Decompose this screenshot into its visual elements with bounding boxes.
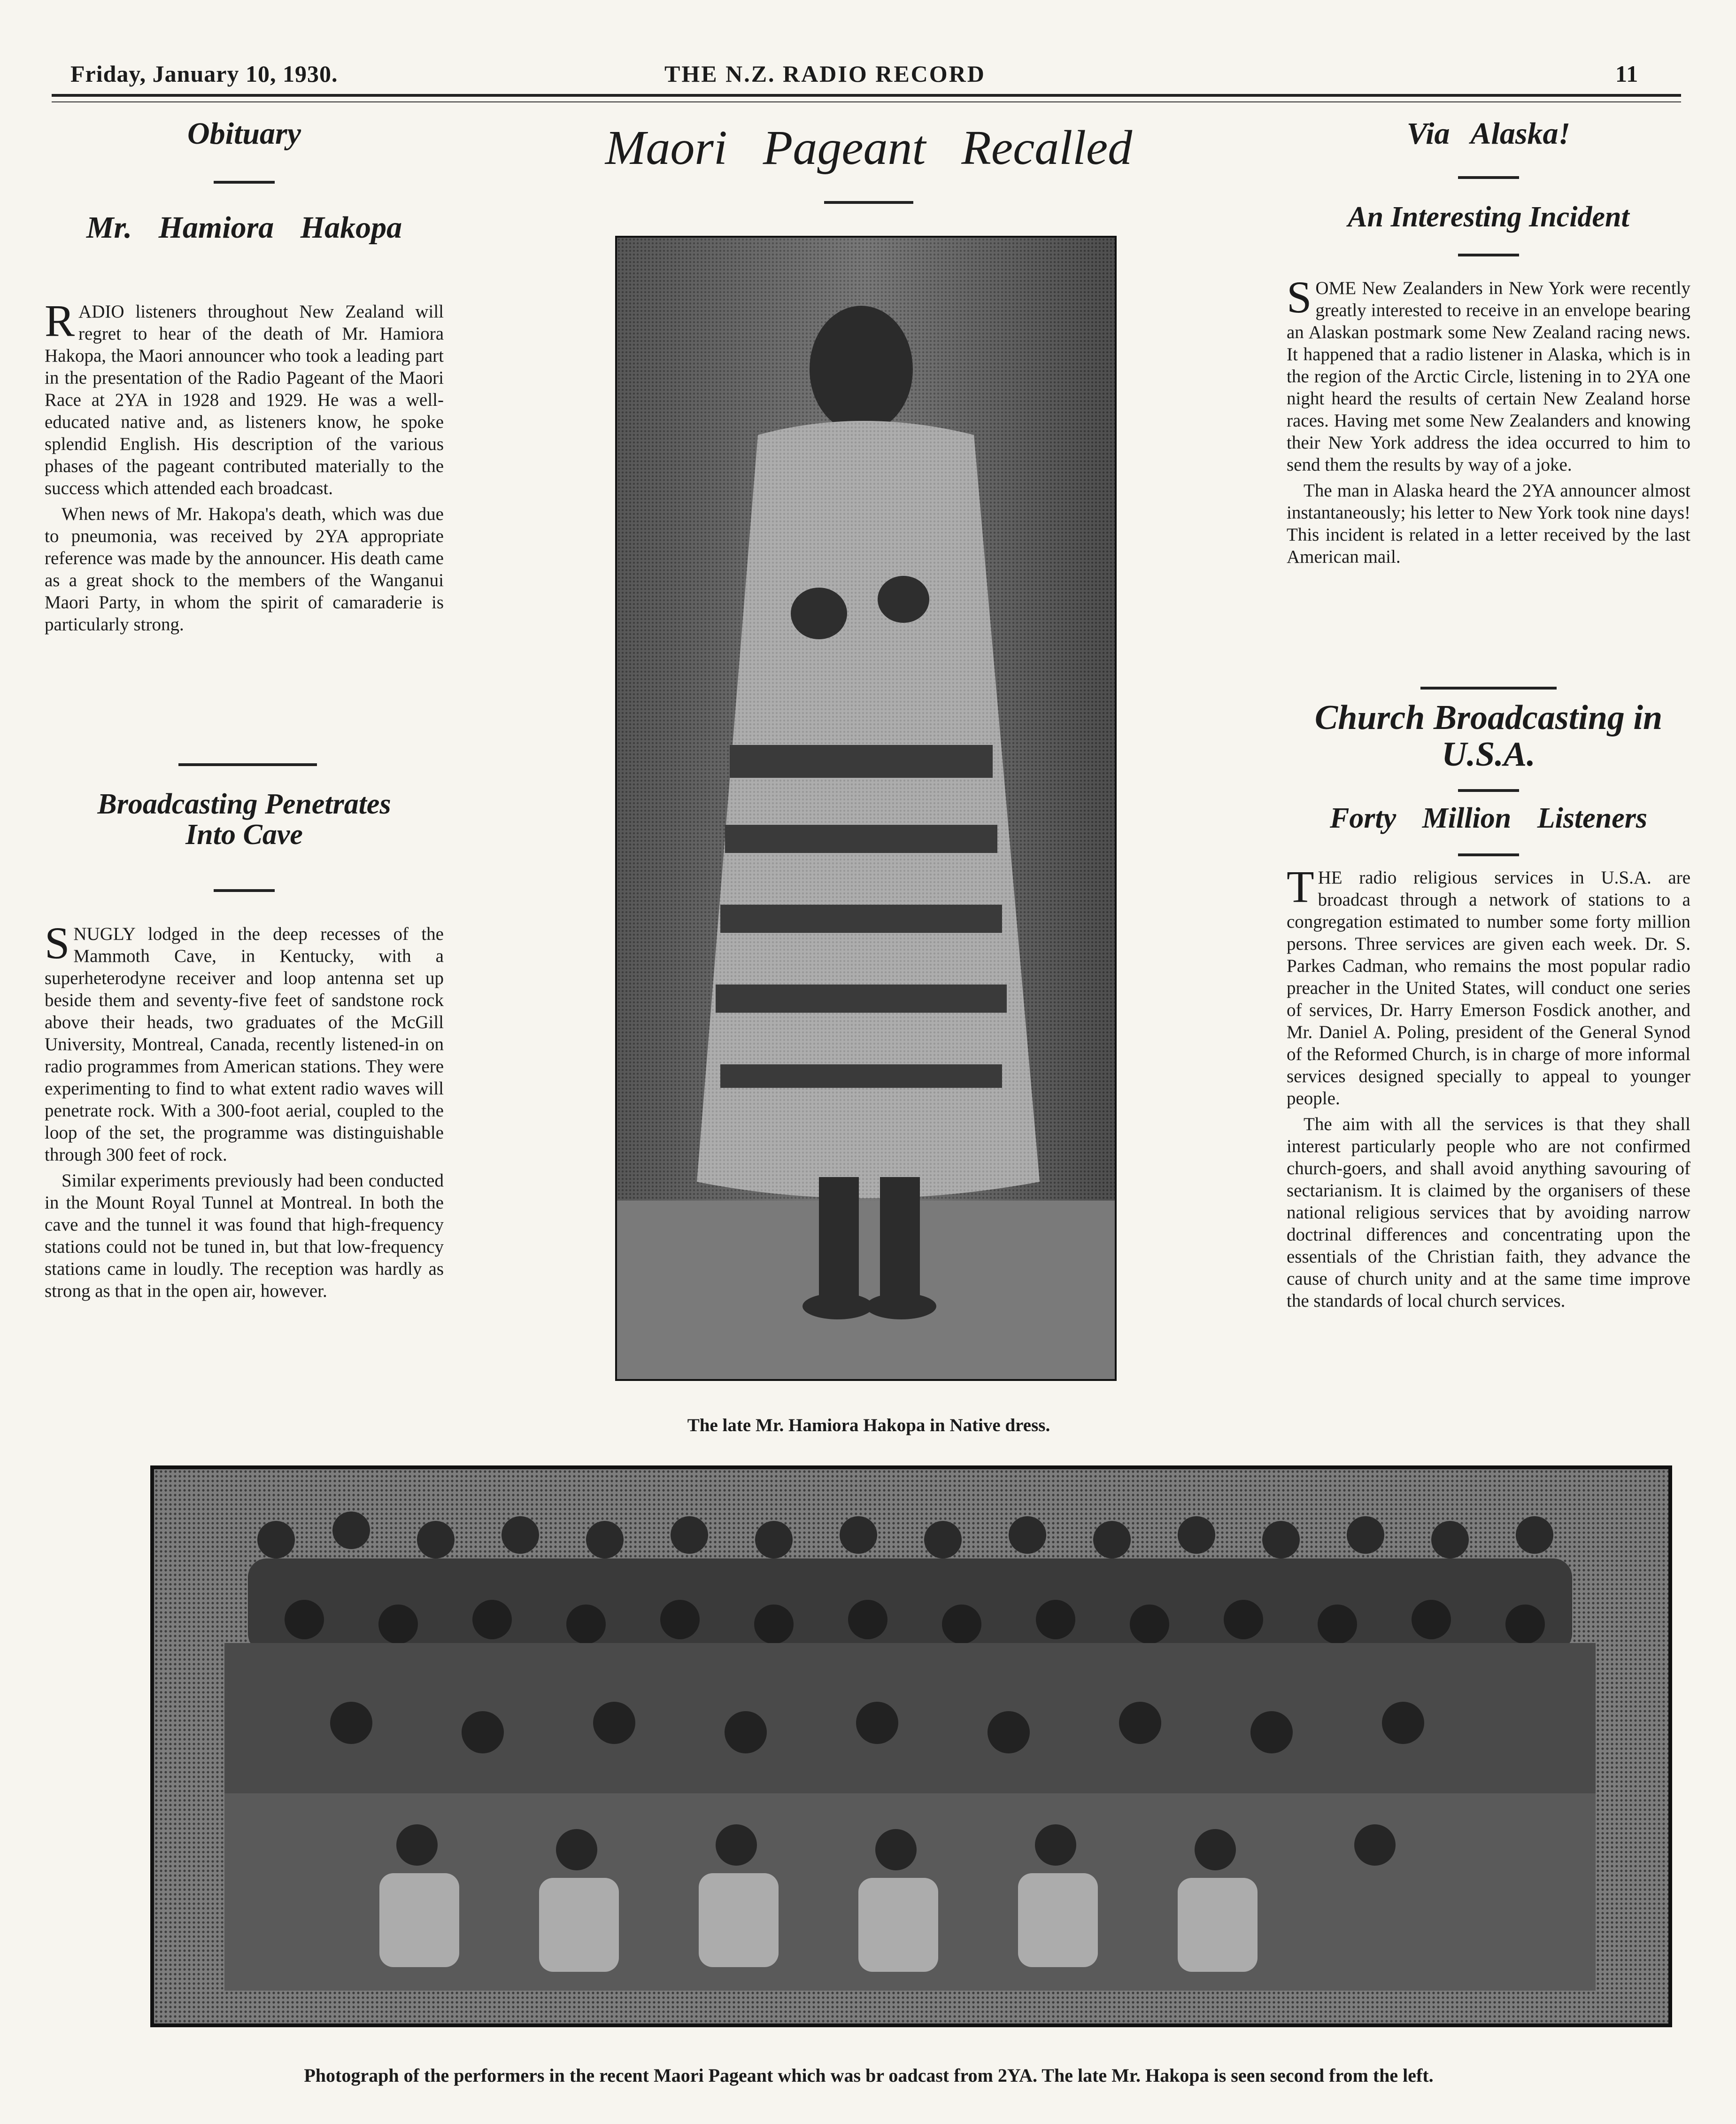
obituary-kicker: Obituary	[187, 116, 301, 151]
publication-title: THE N.Z. RADIO RECORD	[664, 61, 986, 87]
obituary-title: Mr. Hamiora Hakopa	[86, 210, 402, 245]
page-number: 11	[1615, 61, 1639, 87]
church-body	[1287, 861, 1690, 1316]
portrait-caption: The late Mr. Hamiora Hakopa in Native dress.	[687, 1415, 1050, 1435]
issue-date: Friday, January 10, 1930.	[70, 61, 338, 87]
alaska-subtitle: An Interesting Incident	[1348, 201, 1629, 233]
cave-title	[47, 789, 441, 850]
divider	[1458, 176, 1519, 179]
alaska-body	[1287, 272, 1690, 572]
divider	[214, 181, 275, 184]
cave-paragraph: Similar experiments previously had been conducted in the Mount Royal Tunnel at Montreal. In both the cave and the tunnel it was found that high-frequency stations could not be tuned in, but that low-frequency stations came in loudly. The reception was hardly as strong as that in the open air, however.	[45, 1171, 444, 1301]
church-title	[1277, 700, 1700, 773]
church-title-line: U.S.A.	[1442, 735, 1535, 774]
hakopa-portrait-photo	[615, 236, 1117, 1381]
cave-title-line: Broadcasting Penetrates	[97, 788, 391, 820]
divider	[1458, 853, 1519, 856]
drop-cap: T	[1287, 861, 1314, 912]
church-title-line: Church Broadcasting in	[1314, 698, 1663, 737]
drop-cap: S	[45, 918, 70, 968]
obituary-paragraph: When news of Mr. Hakopa's death, which was due to pneumonia, was received by 2YA appropriate reference was made by the announcer. His death came as a great shock to the members of the Wanganui Maori Party, in whom the spirit of camaraderie is particularly strong.	[45, 504, 444, 635]
section-divider	[1420, 687, 1557, 690]
portrait-illustration	[617, 238, 1115, 1379]
drop-cap: R	[45, 295, 75, 346]
church-paragraph: HE radio religious services in U.S.A. are broadcast through a network of stations to a congregation estimated to number some forty million persons. Three services are given each week. Dr. S. Parkes Cadman, who remains the most popular radio preacher in the United States, will conduct one series of services, Dr. Harry Emerson Fosdick another, and Mr. Daniel A. Poling, president of the General Synod of the Reformed Church, is in charge of more informal services designed specially to appeal to younger people.	[1287, 868, 1690, 1109]
divider	[1458, 254, 1519, 256]
obituary-body	[45, 295, 444, 639]
obituary-paragraph: ADIO listeners throughout New Zealand will regret to hear of the death of Mr. Hamiora Hakopa, the Maori announcer who took a leading part in the presentation of the Radio Pageant of the Maori Race at 2YA in 1928 and 1929. He was a well-educated native and, as listeners know, he spoke splendid English. His description of the various phases of the pageant contributed materially to the success which attended each broadcast.	[45, 302, 444, 498]
cave-title-line: Into Cave	[185, 819, 303, 851]
divider	[1458, 789, 1519, 792]
pageant-group-photo	[150, 1465, 1672, 2027]
drop-cap: S	[1287, 272, 1312, 322]
alaska-title: Via Alaska!	[1406, 116, 1571, 151]
church-subtitle: Forty Million Listeners	[1330, 802, 1647, 834]
divider	[214, 889, 275, 892]
divider	[824, 201, 913, 204]
alaska-paragraph: The man in Alaska heard the 2YA announcer almost instantaneously; his letter to New York took nine days! This incident is related in a letter received by the last American mail.	[1287, 481, 1690, 567]
section-divider	[178, 763, 317, 766]
church-paragraph: The aim with all the services is that they shall interest particularly people who are not confirmed church-goers, and shall avoid anything savouring of sectarianism. It is claimed by the organisers of these national religious services that by avoiding narrow doctrinal differences and concentrating upon the essentials of the Christian faith, they advance the cause of church unity and at the same time improve the standards of local church services.	[1287, 1114, 1690, 1311]
group-illustration	[154, 1469, 1668, 2023]
group-photo-caption: Photograph of the performers in the recent Maori Pageant which was br oadcast from 2YA. The late Mr. Hakopa is seen second from the left.	[304, 2065, 1434, 2086]
pageant-headline: Maori Pageant Recalled	[605, 121, 1133, 175]
cave-paragraph: NUGLY lodged in the deep recesses of the Mammoth Cave, in Kentucky, with a superheterodyne receiver and loop antenna set up beside them and seventy-five feet of sandstone rock above their heads, two graduates of the McGill University, Montreal, Canada, recently listened-in on radio programmes from American stations. They were experimenting to find to what extent radio waves will penetrate rock. With a 300-foot aerial, coupled to the loop of the set, the programme was distinguishable through 300 feet of rock.	[45, 924, 444, 1165]
header-rule	[52, 94, 1681, 97]
alaska-paragraph: OME New Zealanders in New York were recently greatly interested to receive in an envelope bearing an Alaskan postmark some New Zealand racing news. It happened that a radio listener in Alaska, which is in the region of the Arctic Circle, listening in to 2YA one night heard the results of certain New Zealand horse races. Having met some New Zealanders and knowing their New York address the idea occurred to him to send them the results by way of a joke.	[1287, 278, 1690, 475]
cave-body	[45, 918, 444, 1306]
header-rule-thin	[52, 101, 1681, 102]
